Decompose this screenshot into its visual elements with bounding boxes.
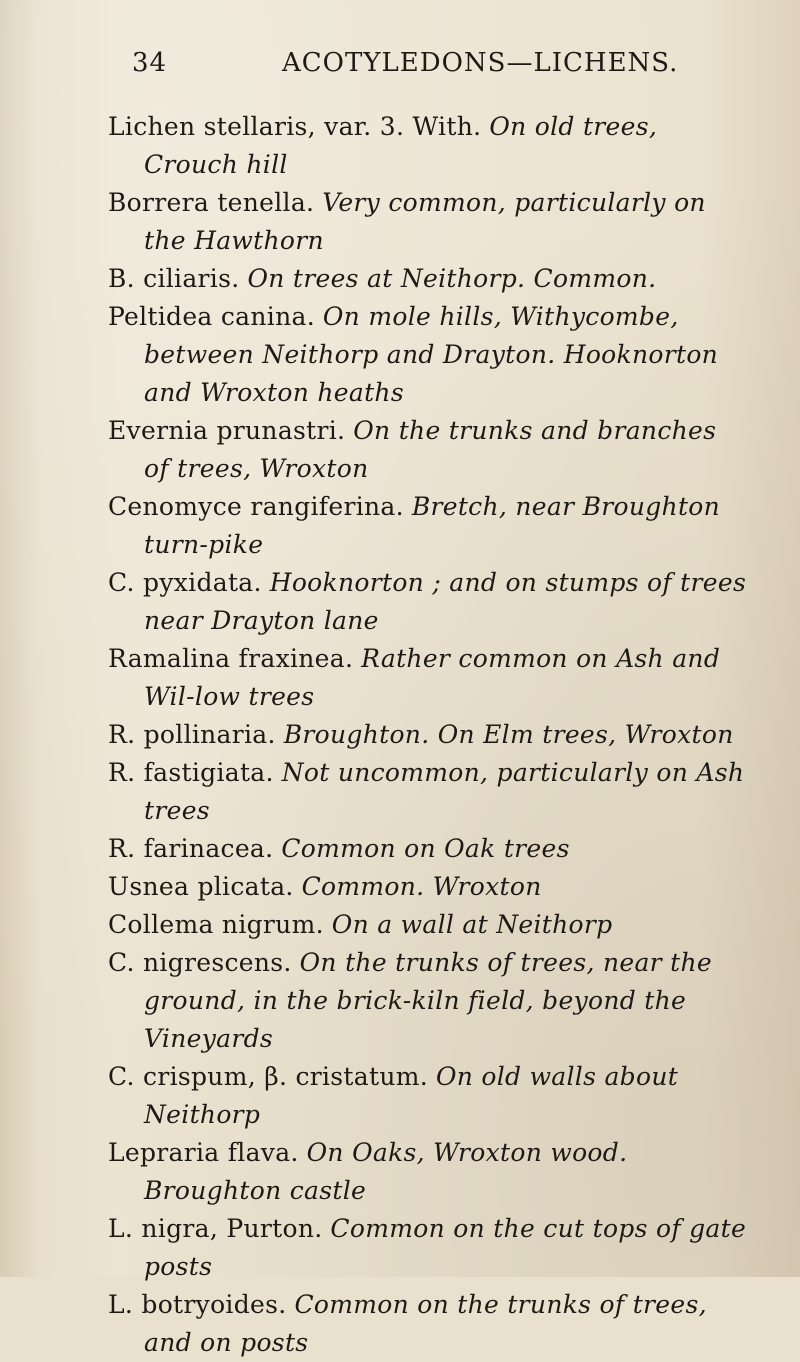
species-name: C. nigrescens. — [108, 948, 292, 977]
species-name: C. crispum, β. cristatum. — [108, 1062, 428, 1091]
species-name: R. fastigiata. — [108, 758, 274, 787]
list-item — [108, 640, 748, 716]
list-item — [108, 716, 748, 754]
list-item — [108, 944, 748, 1058]
locality-note: On the trunks and branches of trees, Wroxton — [144, 416, 717, 483]
lichen-list — [108, 108, 748, 1362]
list-item — [108, 1134, 748, 1210]
list-item — [108, 412, 748, 488]
species-name: B. ciliaris. — [108, 264, 240, 293]
species-name: C. pyxidata. — [108, 568, 262, 597]
locality-note: On old walls about Neithorp — [144, 1062, 679, 1129]
locality-note: Very common, particularly on the Hawthorn — [144, 188, 706, 255]
list-item — [108, 564, 748, 640]
locality-note: Hooknorton ; and on stumps of trees near Drayton lane — [144, 568, 747, 635]
species-name: L. nigra, Purton. — [108, 1214, 323, 1243]
locality-note: On a wall at Neithorp — [331, 910, 613, 939]
running-title: ACOTYLEDONS—LICHENS. — [282, 48, 679, 78]
list-item — [108, 260, 748, 298]
list-item — [108, 1286, 748, 1362]
locality-note: On mole hills, Withycombe, between Neithorp and Drayton. Hooknorton and Wroxton heaths — [144, 302, 719, 407]
list-item — [108, 298, 748, 412]
species-name: Lichen stellaris, var. 3. With. — [108, 112, 482, 141]
species-name: Collema nigrum. — [108, 910, 324, 939]
locality-note: On old trees, Crouch hill — [144, 112, 658, 179]
list-item — [108, 1058, 748, 1134]
list-item — [108, 488, 748, 564]
species-name: Evernia prunastri. — [108, 416, 346, 445]
locality-note: On the trunks of trees, near the ground, in the brick-kiln field, beyond the Vineyards — [144, 948, 712, 1053]
locality-note: Not uncommon, particularly on Ash trees — [144, 758, 745, 825]
list-item — [108, 108, 748, 184]
page-header — [132, 48, 752, 82]
list-item — [108, 184, 748, 260]
species-name: Peltidea canina. — [108, 302, 315, 331]
species-name: R. farinacea. — [108, 834, 274, 863]
list-item — [108, 754, 748, 830]
locality-note: Bretch, near Broughton turn-pike — [144, 492, 721, 559]
locality-note: Common on the cut tops of gate posts — [144, 1214, 747, 1281]
species-name: Usnea plicata. — [108, 872, 294, 901]
locality-note: Common on Oak trees — [281, 834, 570, 863]
locality-note: Common on the trunks of trees, and on posts — [144, 1290, 707, 1357]
list-item — [108, 906, 748, 944]
locality-note: Common. Wroxton — [301, 872, 542, 901]
locality-note: On trees at Neithorp. Common. — [247, 264, 657, 293]
locality-note: On Oaks, Wroxton wood. Broughton castle — [144, 1138, 628, 1205]
species-name: Borrera tenella. — [108, 188, 315, 217]
species-name: Ramalina fraxinea. — [108, 644, 354, 673]
list-item — [108, 868, 748, 906]
species-name: L. botryoides. — [108, 1290, 287, 1319]
locality-note: Rather common on Ash and Wil-low trees — [144, 644, 721, 711]
species-name: R. pollinaria. — [108, 720, 276, 749]
species-name: Lepraria flava. — [108, 1138, 299, 1167]
list-item — [108, 1210, 748, 1286]
list-item — [108, 830, 748, 868]
species-name: Cenomyce rangiferina. — [108, 492, 404, 521]
page-number: 34 — [132, 48, 168, 78]
locality-note: Broughton. On Elm trees, Wroxton — [283, 720, 734, 749]
